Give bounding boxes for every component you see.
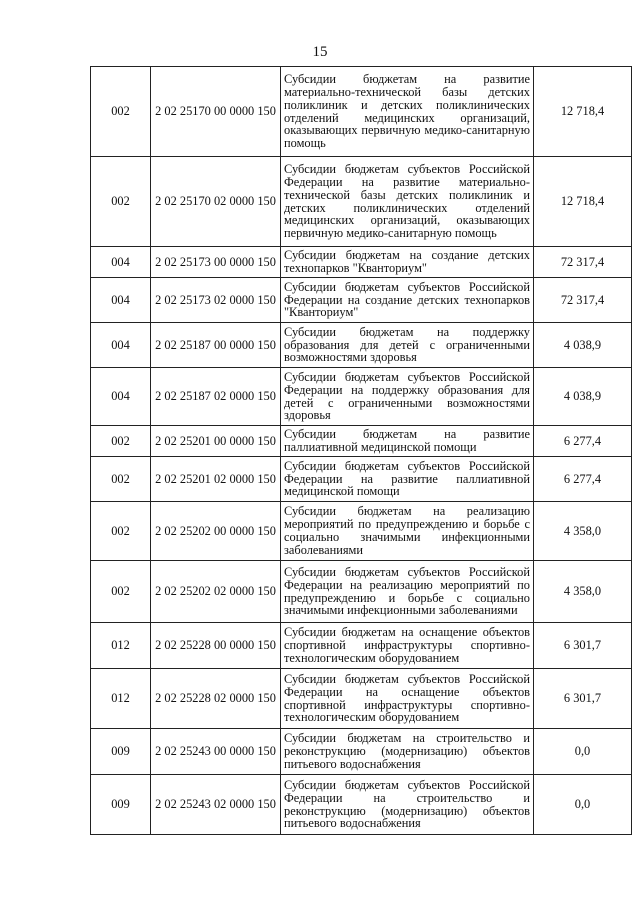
description-cell: Субсидии бюджетам на развитие материально-технической базы детских поликлиник и детских поликлинических отделений медицинских организаций, оказывающих первичную медико-санитарную помощь bbox=[281, 67, 534, 157]
description-cell: Субсидии бюджетам субъектов Российской Федерации на реализацию мероприятий по предупреждению и борьбе с социально значимыми инфекционными заболеваниями bbox=[281, 561, 534, 623]
description-cell: Субсидии бюджетам на развитие паллиативной медицинской помощи bbox=[281, 426, 534, 457]
amount-cell: 6 301,7 bbox=[534, 623, 632, 669]
amount-cell: 12 718,4 bbox=[534, 67, 632, 157]
description-cell: Субсидии бюджетам на поддержку образования для детей с ограниченными возможностями здоровья bbox=[281, 323, 534, 368]
amount-cell: 4 358,0 bbox=[534, 502, 632, 561]
description-cell: Субсидии бюджетам субъектов Российской Федерации на развитие паллиативной медицинской помощи bbox=[281, 457, 534, 502]
description-cell: Субсидии бюджетам на оснащение объектов спортивной инфраструктуры спортивно-технологическим оборудованием bbox=[281, 623, 534, 669]
description-cell: Субсидии бюджетам субъектов Российской Федерации на оснащение объектов спортивной инфраструктуры спортивно-технологическим оборудованием bbox=[281, 669, 534, 729]
budget-code-cell: 2 02 25187 00 0000 150 bbox=[151, 323, 281, 368]
budget-code-cell: 2 02 25173 00 0000 150 bbox=[151, 247, 281, 278]
budget-code-cell: 2 02 25201 02 0000 150 bbox=[151, 457, 281, 502]
table-row bbox=[91, 775, 632, 835]
amount-cell: 72 317,4 bbox=[534, 278, 632, 323]
table-row bbox=[91, 669, 632, 729]
budget-revenue-table bbox=[90, 66, 632, 835]
table-row bbox=[91, 247, 632, 278]
admin-code-cell: 002 bbox=[91, 502, 151, 561]
admin-code-cell: 012 bbox=[91, 623, 151, 669]
admin-code-cell: 004 bbox=[91, 247, 151, 278]
table-row bbox=[91, 729, 632, 775]
budget-code-cell: 2 02 25173 02 0000 150 bbox=[151, 278, 281, 323]
amount-cell: 6 301,7 bbox=[534, 669, 632, 729]
admin-code-cell: 002 bbox=[91, 457, 151, 502]
description-cell: Субсидии бюджетам на создание детских технопарков "Кванториум" bbox=[281, 247, 534, 278]
budget-code-cell: 2 02 25201 00 0000 150 bbox=[151, 426, 281, 457]
admin-code-cell: 012 bbox=[91, 669, 151, 729]
description-cell: Субсидии бюджетам субъектов Российской Федерации на создание детских технопарков "Кванториум" bbox=[281, 278, 534, 323]
table-row bbox=[91, 457, 632, 502]
budget-code-cell: 2 02 25170 02 0000 150 bbox=[151, 157, 281, 247]
description-cell: Субсидии бюджетам на строительство и реконструкцию (модернизацию) объектов питьевого водоснабжения bbox=[281, 729, 534, 775]
admin-code-cell: 002 bbox=[91, 157, 151, 247]
table-row bbox=[91, 368, 632, 426]
amount-cell: 4 358,0 bbox=[534, 561, 632, 623]
amount-cell: 6 277,4 bbox=[534, 457, 632, 502]
admin-code-cell: 002 bbox=[91, 561, 151, 623]
table-row bbox=[91, 323, 632, 368]
admin-code-cell: 009 bbox=[91, 775, 151, 835]
admin-code-cell: 004 bbox=[91, 368, 151, 426]
amount-cell: 12 718,4 bbox=[534, 157, 632, 247]
table-row bbox=[91, 561, 632, 623]
table-row bbox=[91, 623, 632, 669]
amount-cell: 4 038,9 bbox=[534, 368, 632, 426]
budget-code-cell: 2 02 25187 02 0000 150 bbox=[151, 368, 281, 426]
description-cell: Субсидии бюджетам на реализацию мероприятий по предупреждению и борьбе с социально значимыми инфекционными заболеваниями bbox=[281, 502, 534, 561]
amount-cell: 6 277,4 bbox=[534, 426, 632, 457]
budget-code-cell: 2 02 25228 02 0000 150 bbox=[151, 669, 281, 729]
description-cell: Субсидии бюджетам субъектов Российской Федерации на поддержку образования для детей с ограниченными возможностями здоровья bbox=[281, 368, 534, 426]
budget-code-cell: 2 02 25170 00 0000 150 bbox=[151, 67, 281, 157]
budget-code-cell: 2 02 25243 00 0000 150 bbox=[151, 729, 281, 775]
description-cell: Субсидии бюджетам субъектов Российской Федерации на развитие материально-технической базы детских поликлиник и детских поликлинических отделений медицинских организаций, оказывающих первичную медико-санитарную помощь bbox=[281, 157, 534, 247]
admin-code-cell: 009 bbox=[91, 729, 151, 775]
page-number: 15 bbox=[312, 44, 328, 60]
budget-code-cell: 2 02 25228 00 0000 150 bbox=[151, 623, 281, 669]
budget-code-cell: 2 02 25243 02 0000 150 bbox=[151, 775, 281, 835]
table-row bbox=[91, 426, 632, 457]
table-row bbox=[91, 157, 632, 247]
amount-cell: 4 038,9 bbox=[534, 323, 632, 368]
amount-cell: 0,0 bbox=[534, 775, 632, 835]
table-row bbox=[91, 67, 632, 157]
admin-code-cell: 004 bbox=[91, 323, 151, 368]
admin-code-cell: 004 bbox=[91, 278, 151, 323]
amount-cell: 0,0 bbox=[534, 729, 632, 775]
description-cell: Субсидии бюджетам субъектов Российской Федерации на строительство и реконструкцию (модернизацию) объектов питьевого водоснабжения bbox=[281, 775, 534, 835]
table-row bbox=[91, 278, 632, 323]
admin-code-cell: 002 bbox=[91, 67, 151, 157]
budget-code-cell: 2 02 25202 02 0000 150 bbox=[151, 561, 281, 623]
admin-code-cell: 002 bbox=[91, 426, 151, 457]
amount-cell: 72 317,4 bbox=[534, 247, 632, 278]
budget-code-cell: 2 02 25202 00 0000 150 bbox=[151, 502, 281, 561]
table-row bbox=[91, 502, 632, 561]
